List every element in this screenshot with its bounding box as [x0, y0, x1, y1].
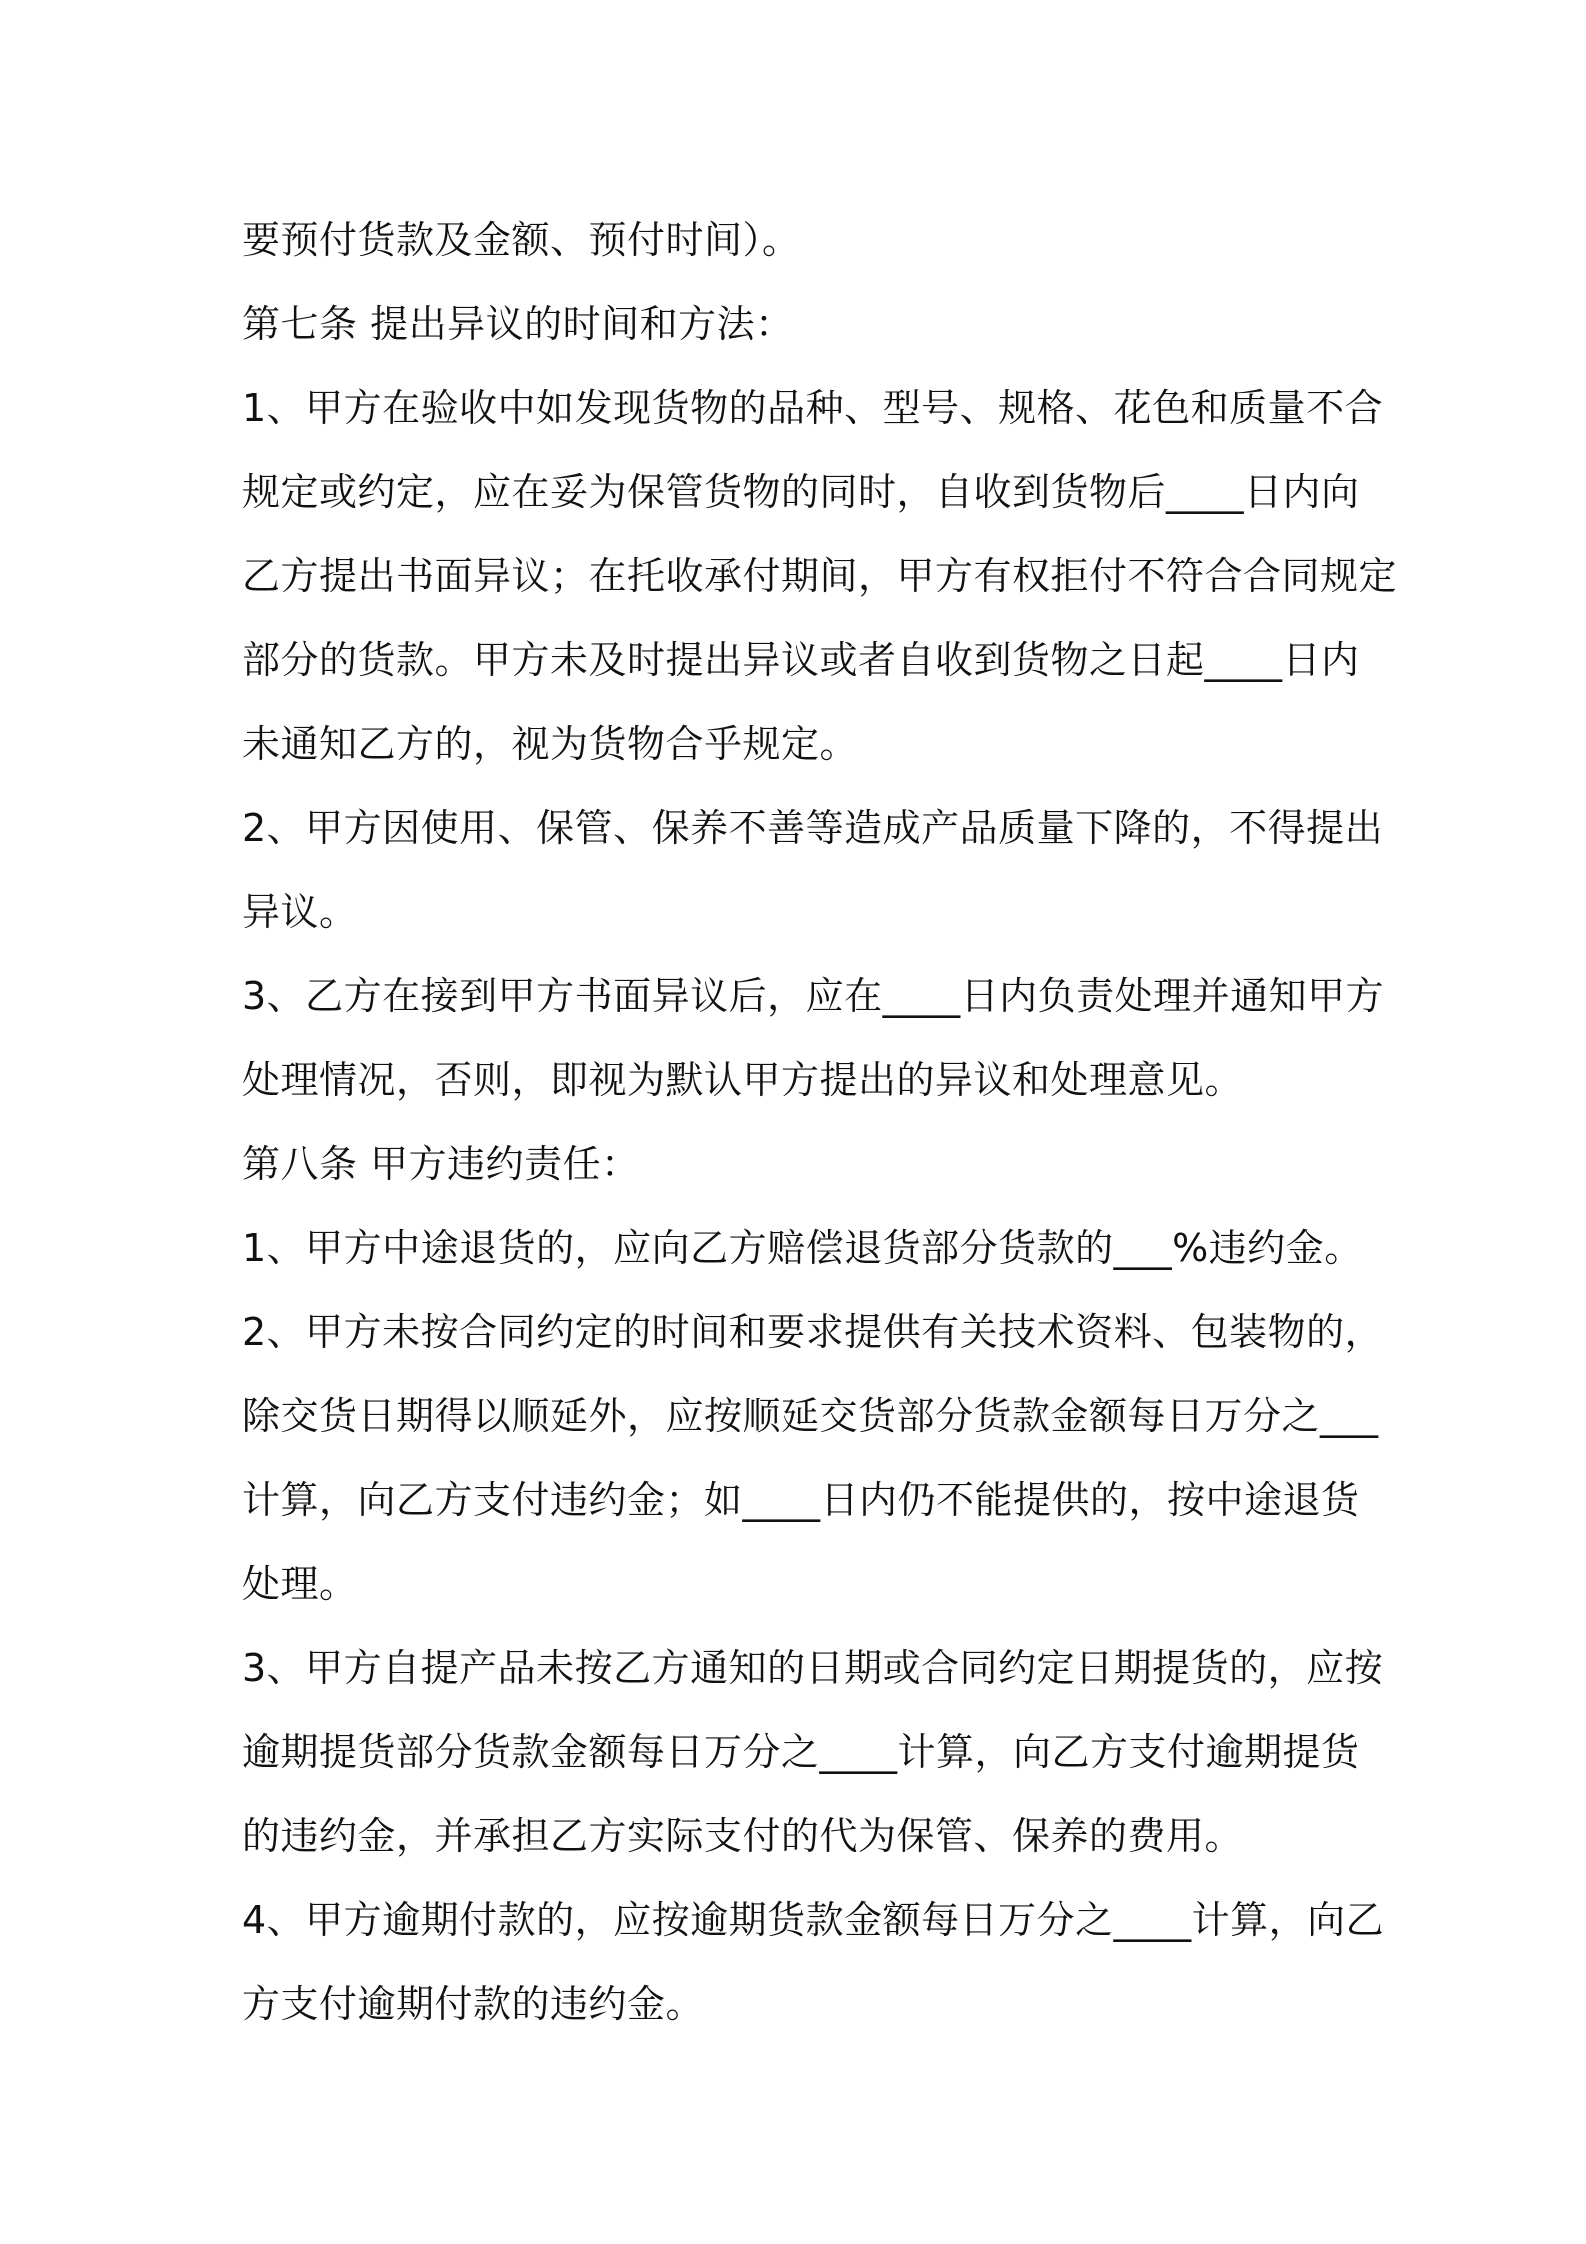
text-line: 乙方提出书面异议；在托收承付期间，甲方有权拒付不符合合同规定 — [242, 554, 1398, 598]
text-line: 方支付逾期付款的违约金。 — [242, 1982, 705, 2026]
text-line: 3、乙方在接到甲方书面异议后，应在____日内负责处理并通知甲方 — [242, 974, 1385, 1018]
text-line: 的违约金，并承担乙方实际支付的代为保管、保养的费用。 — [242, 1814, 1244, 1858]
text-line: 逾期提货部分货款金额每日万分之____计算，向乙方支付逾期提货 — [242, 1730, 1360, 1774]
text-line: 未通知乙方的，视为货物合乎规定。 — [242, 722, 859, 766]
text-line: 除交货日期得以顺延外，应按顺延交货部分货款金额每日万分之___ — [242, 1394, 1379, 1438]
text-line: 2、甲方因使用、保管、保养不善等造成产品质量下降的，不得提出 — [242, 806, 1384, 850]
text-line: 规定或约定，应在妥为保管货物的同时，自收到货物后____日内向 — [242, 470, 1360, 514]
text-line: 处理情况，否则，即视为默认甲方提出的异议和处理意见。 — [242, 1058, 1244, 1102]
text-line: 3、甲方自提产品未按乙方通知的日期或合同约定日期提货的，应按 — [242, 1646, 1384, 1690]
text-line: 2、甲方未按合同约定的时间和要求提供有关技术资料、包装物的， — [242, 1310, 1384, 1354]
text-line: 部分的货款。甲方未及时提出异议或者自收到货物之日起____日内 — [242, 638, 1360, 682]
text-line: 处理。 — [242, 1562, 358, 1606]
text-line: 4、甲方逾期付款的，应按逾期货款金额每日万分之____计算，向乙 — [242, 1898, 1385, 1942]
section-heading-article-8: 第八条 甲方违约责任： — [242, 1142, 640, 1186]
text-line: 异议。 — [242, 890, 358, 934]
document-body — [242, 198, 1398, 2046]
text-line: 要预付货款及金额、预付时间）。 — [242, 218, 801, 262]
text-line: 计算，向乙方支付违约金；如____日内仍不能提供的，按中途退货 — [242, 1478, 1360, 1522]
text-line: 1、甲方中途退货的，应向乙方赔偿退货部分货款的___%违约金。 — [242, 1226, 1363, 1270]
text-line: 1、甲方在验收中如发现货物的品种、型号、规格、花色和质量不合 — [242, 386, 1384, 430]
section-heading-article-7: 第七条 提出异议的时间和方法： — [242, 302, 794, 346]
